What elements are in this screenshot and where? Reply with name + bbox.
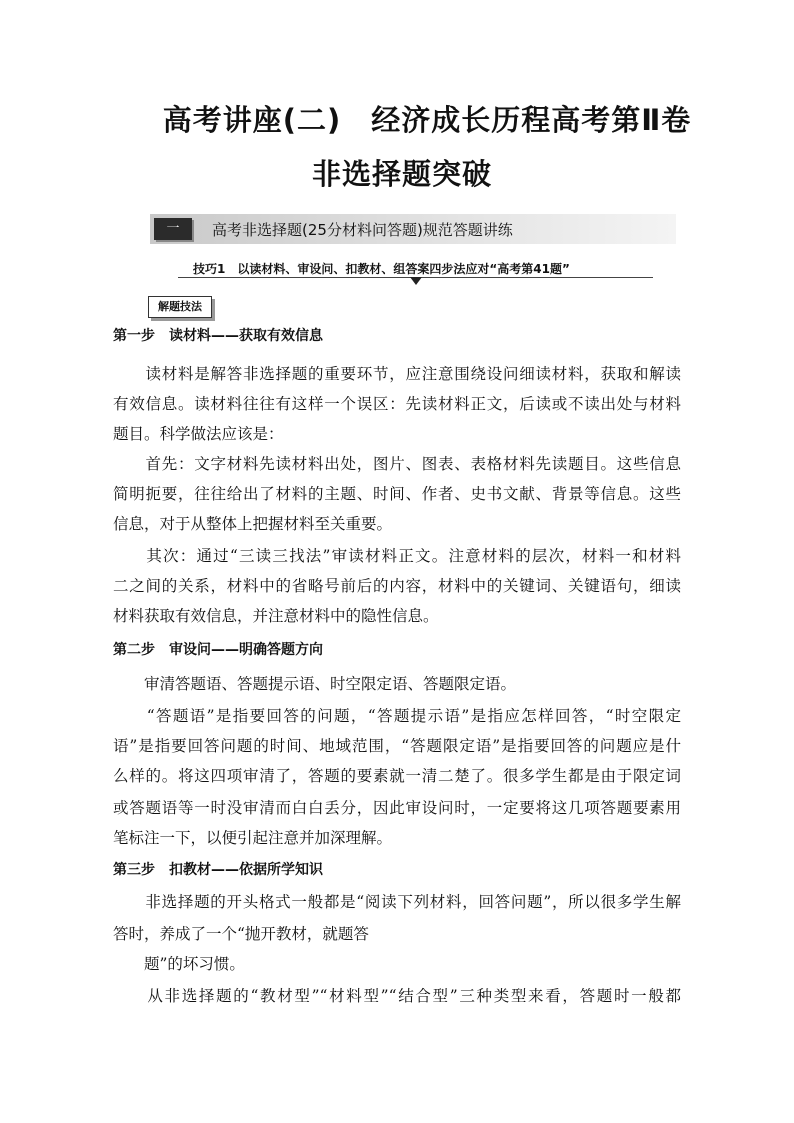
section-title: 高考非选择题(25分材料问答题)规范答题讲练 xyxy=(212,221,513,239)
body-line: 或答题语等一时没审清而白白丢分，因此审设问时，一定要将这几项答题要素用 xyxy=(113,799,681,817)
section-number-badge: 一 xyxy=(154,218,192,240)
body-line: 非选择题的开头格式一般都是“阅读下列材料，回答问题”，所以很多学生解 xyxy=(113,893,681,911)
body-line: 么样的。将这四项审清了，答题的要素就一清二楚了。很多学生都是由于限定词 xyxy=(113,767,681,785)
body-line: 材料获取有效信息，并注意材料中的隐性信息。 xyxy=(113,607,439,625)
step-heading: 第二步 审设问——明确答题方向 xyxy=(113,642,323,658)
page-title-line-1: 高考讲座(二) 经济成长历程高考第Ⅱ卷 xyxy=(162,103,692,137)
body-line: 答时，养成了一个“抛开教材，就题答 xyxy=(113,925,369,943)
triangle-down-icon xyxy=(410,277,422,285)
step-heading: 第三步 扣教材——依据所学知识 xyxy=(113,862,323,878)
body-line: 笔标注一下，以便引起注意并加深理解。 xyxy=(113,829,393,847)
body-line: 读材料是解答非选择题的重要环节，应注意围绕设问细读材料，获取和解读 xyxy=(113,365,681,383)
body-line: 简明扼要，往往给出了材料的主题、时间、作者、史书文献、背景等信息。这些 xyxy=(113,485,681,503)
technique-heading: 技巧1 以读材料、审设问、扣教材、组答案四步法应对“高考第41题” xyxy=(193,262,570,276)
step-heading: 第一步 读材料——获取有效信息 xyxy=(113,328,323,344)
page-title-line-2: 非选择题突破 xyxy=(311,157,492,191)
body-line: “答题语”是指要回答的问题，“答题提示语”是指应怎样回答，“时空限定 xyxy=(113,707,681,725)
body-line: 审清答题语、答题提示语、时空限定语、答题限定语。 xyxy=(113,675,517,693)
body-line: 二之间的关系，材料中的省略号前后的内容，材料中的关键词、关键语句，细读 xyxy=(113,577,681,595)
method-tag: 解题技法 xyxy=(148,296,212,318)
body-line: 其次：通过“三读三找法”审读材料正文。注意材料的层次，材料一和材料 xyxy=(113,547,681,565)
body-line: 首先：文字材料先读材料出处，图片、图表、表格材料先读题目。这些信息 xyxy=(113,455,681,473)
body-line: 有效信息。读材料往往有这样一个误区：先读材料正文，后读或不读出处与材料 xyxy=(113,395,681,413)
body-line: 信息，对于从整体上把握材料至关重要。 xyxy=(113,515,393,533)
body-line: 语”是指要回答问题的时间、地域范围，“答题限定语”是指要回答的问题应是什 xyxy=(113,737,681,755)
body-line: 从非选择题的“教材型”“材料型”“结合型”三种类型来看，答题时一般都 xyxy=(113,987,681,1005)
body-line: 题目。科学做法应该是： xyxy=(113,425,284,443)
body-line: 题”的坏习惯。 xyxy=(113,955,245,973)
